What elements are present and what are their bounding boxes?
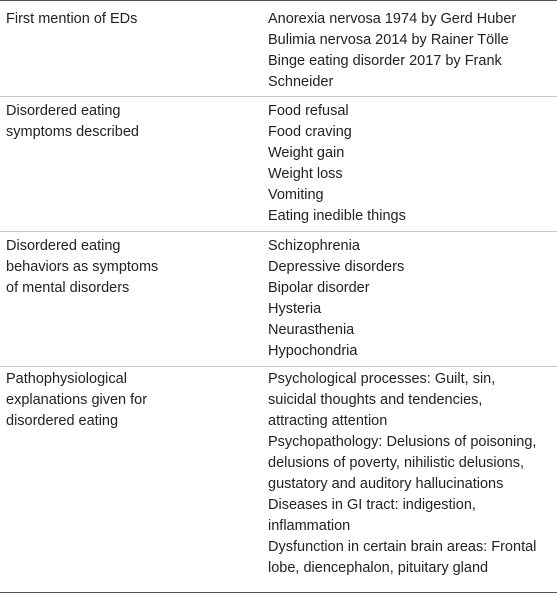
table-bottom-rule — [0, 592, 557, 593]
row-value-line: Diseases in GI tract: indigestion, — [268, 497, 476, 513]
row-value-line: delusions of poverty, nihilistic delusions, — [268, 455, 525, 471]
row-value-line: gustatory and auditory hallucinations — [268, 476, 504, 492]
row-value-line: Eating inedible things — [268, 208, 406, 224]
row-value-line: Food craving — [268, 124, 352, 140]
row-value-line: Hysteria — [268, 301, 322, 317]
row-value-line: Psychological processes: Guilt, sin, — [268, 371, 496, 387]
row-label-line: Disordered eating — [6, 238, 121, 254]
row-divider — [0, 366, 557, 367]
row-value-line: Weight gain — [268, 145, 345, 161]
row-label-line: symptoms described — [6, 124, 139, 140]
row-label-line: of mental disorders — [6, 280, 130, 296]
row-value-line: inflammation — [268, 518, 351, 534]
row-value-line: attracting attention — [268, 413, 388, 429]
row-value-line: lobe, diencephalon, pituitary gland — [268, 560, 489, 576]
row-value-line: Anorexia nervosa 1974 by Gerd Huber — [268, 11, 517, 27]
row-value-line: Bipolar disorder — [268, 280, 370, 296]
row-value-line: Psychopathology: Delusions of poisoning, — [268, 434, 537, 450]
row-label-line: First mention of EDs — [6, 11, 138, 27]
row-label — [6, 9, 246, 30]
row-label-line: disordered eating — [6, 413, 119, 429]
row-value-line: Hypochondria — [268, 343, 358, 359]
row-label-line: behaviors as symptoms — [6, 259, 159, 275]
row-value — [268, 101, 553, 227]
row-divider — [0, 96, 557, 97]
row-divider — [0, 231, 557, 232]
row-value-line: Depressive disorders — [268, 259, 405, 275]
row-value-line: Neurasthenia — [268, 322, 355, 338]
row-value-line: Vomiting — [268, 187, 324, 203]
row-label — [6, 369, 246, 432]
row-label-line: explanations given for — [6, 392, 148, 408]
row-label-line: Pathophysiological — [6, 371, 127, 387]
row-value-line: suicidal thoughts and tendencies, — [268, 392, 483, 408]
row-value-line: Weight loss — [268, 166, 343, 182]
row-value — [268, 369, 553, 579]
row-value-line: Schizophrenia — [268, 238, 360, 254]
row-value-line: Food refusal — [268, 103, 349, 119]
row-value-line: Schneider — [268, 74, 334, 90]
row-value — [268, 9, 553, 93]
row-label — [6, 236, 246, 299]
row-value-line: Dysfunction in certain brain areas: Frontal — [268, 539, 537, 555]
row-value-line: Binge eating disorder 2017 by Frank — [268, 53, 502, 69]
row-label — [6, 101, 246, 143]
row-value — [268, 236, 553, 362]
row-label-line: Disordered eating — [6, 103, 121, 119]
row-value-line: Bulimia nervosa 2014 by Rainer Tölle — [268, 32, 509, 48]
table-top-rule — [0, 0, 557, 1]
